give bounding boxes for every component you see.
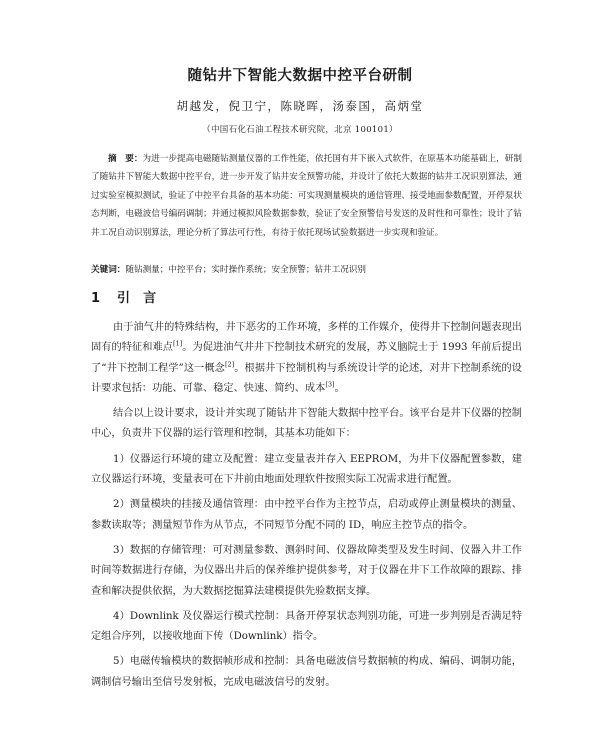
keywords-text: 随钻测量；中控平台；实时操作系统；安全预警；钻井工况识别 xyxy=(125,265,367,275)
paragraph-intro-text-a: 由于油气井的特殊结构，井下恶劣的工作环境，多样的工作媒介，使得井下控制问题表现出固有的特征和难点 xyxy=(91,322,522,354)
section-heading xyxy=(91,287,157,306)
keywords-label: 关键词： xyxy=(91,265,126,275)
author-list: 胡越发，倪卫宁，陈晓晖，汤泰国，高炳堂 xyxy=(176,99,424,113)
abstract xyxy=(91,150,522,242)
citation-ref-1: [1] xyxy=(172,339,183,348)
paragraph-intro-text-d: 。 xyxy=(334,382,345,394)
paragraph-function-5: 5）电磁传输模块的数据帧形成和控制：具备电磁波信号数据帧的构成、编码、调制功能，调制信号输出至信号发射板，完成电磁波信号的发射。 xyxy=(91,656,522,688)
section-title-part1: 引 xyxy=(117,291,132,306)
paragraph-intro-text-b: 。为促进油气井井下控制技术研究的发展，苏义脑院士于 1993 年前后提出了“井下控制工程学”这一概念 xyxy=(91,342,522,374)
paragraph-requirements: 结合以上设计要求，设计并实现了随钻井下智能大数据中控平台。该平台是井下仪器的控制中心，负责井下仪器的运行管理和控制，其基本功能如下： xyxy=(91,408,522,440)
paragraph-function-1: 1）仪器运行环境的建立及配置：建立变量表并存入 EEPROM，为井下仪器配置参数，建立仪器运行环境，变量表可在下井前由地面处理软件按照实际工况需求进行配置。 xyxy=(91,453,522,486)
paragraph-function-4: 4）Downlink 及仪器运行模式控制：具备开停泵状态判别功能，可进一步判别是否满足特定组合序列，以接收地面下传（Downlink）指令。 xyxy=(91,610,522,643)
paragraph-function-2: 2）测量模块的挂接及通信管理：由中控平台作为主控节点，启动或停止测量模块的测量、参数读取等；测量短节作为从节点，不同短节分配不同的 ID，响应主控节点的指令。 xyxy=(91,499,522,531)
paragraph-function-3: 3）数据的存储管理：可对测量参数、测斜时间、仪器故障类型及发生时间、仪器入井工作时间等数据进行存储，为仪器出井后的保养维护提供参考，对于仪器在井下工作故障的跟踪、排查和解决提供依据，为大数据挖掘算法建模提供先验数据支撑。 xyxy=(91,544,522,597)
section-number: 1 xyxy=(91,291,102,306)
citation-ref-3: [3] xyxy=(325,380,335,389)
abstract-label: 摘 要： xyxy=(108,154,143,164)
section-title-part2: 言 xyxy=(143,291,158,306)
author-affiliation: （中国石化石油工程技术研究院，北京 100101） xyxy=(202,125,398,135)
abstract-text: 为进一步提高电磁随钻测量仪器的工作性能，依托国有井下嵌入式软件，在原基本功能基础上，研制了随钻井下智能大数据中控平台，进一步开发了钻井安全预警功能，并设计了依托大数据的钻井工况识别算法，通过实验室模拟测试，验证了中控平台具备的基本功能：可实现测量模块的通信管理、接受地面参数配置，开停泵状态判断，电磁波信号编码调制；并通过模拟风险数据参数，验证了安全预警信号发送的及时性和可靠性；设计了钻井工况自动识别算法，理论分析了算法可行性，有待于依托现场试验数据进一步实现和验证。 xyxy=(91,154,522,238)
paragraph-intro-text-c: 。根据井下控制机构与系统设计学的论述，对井下控制系统的设计要求包括：功能、可靠、稳定、快速、简约、成本 xyxy=(91,362,522,394)
paper-title: 随钻井下智能大数据中控平台研制 xyxy=(187,68,413,84)
citation-ref-2: [2] xyxy=(224,360,235,369)
keywords xyxy=(91,262,522,278)
section-body xyxy=(91,318,522,698)
paragraph-intro xyxy=(91,318,522,399)
